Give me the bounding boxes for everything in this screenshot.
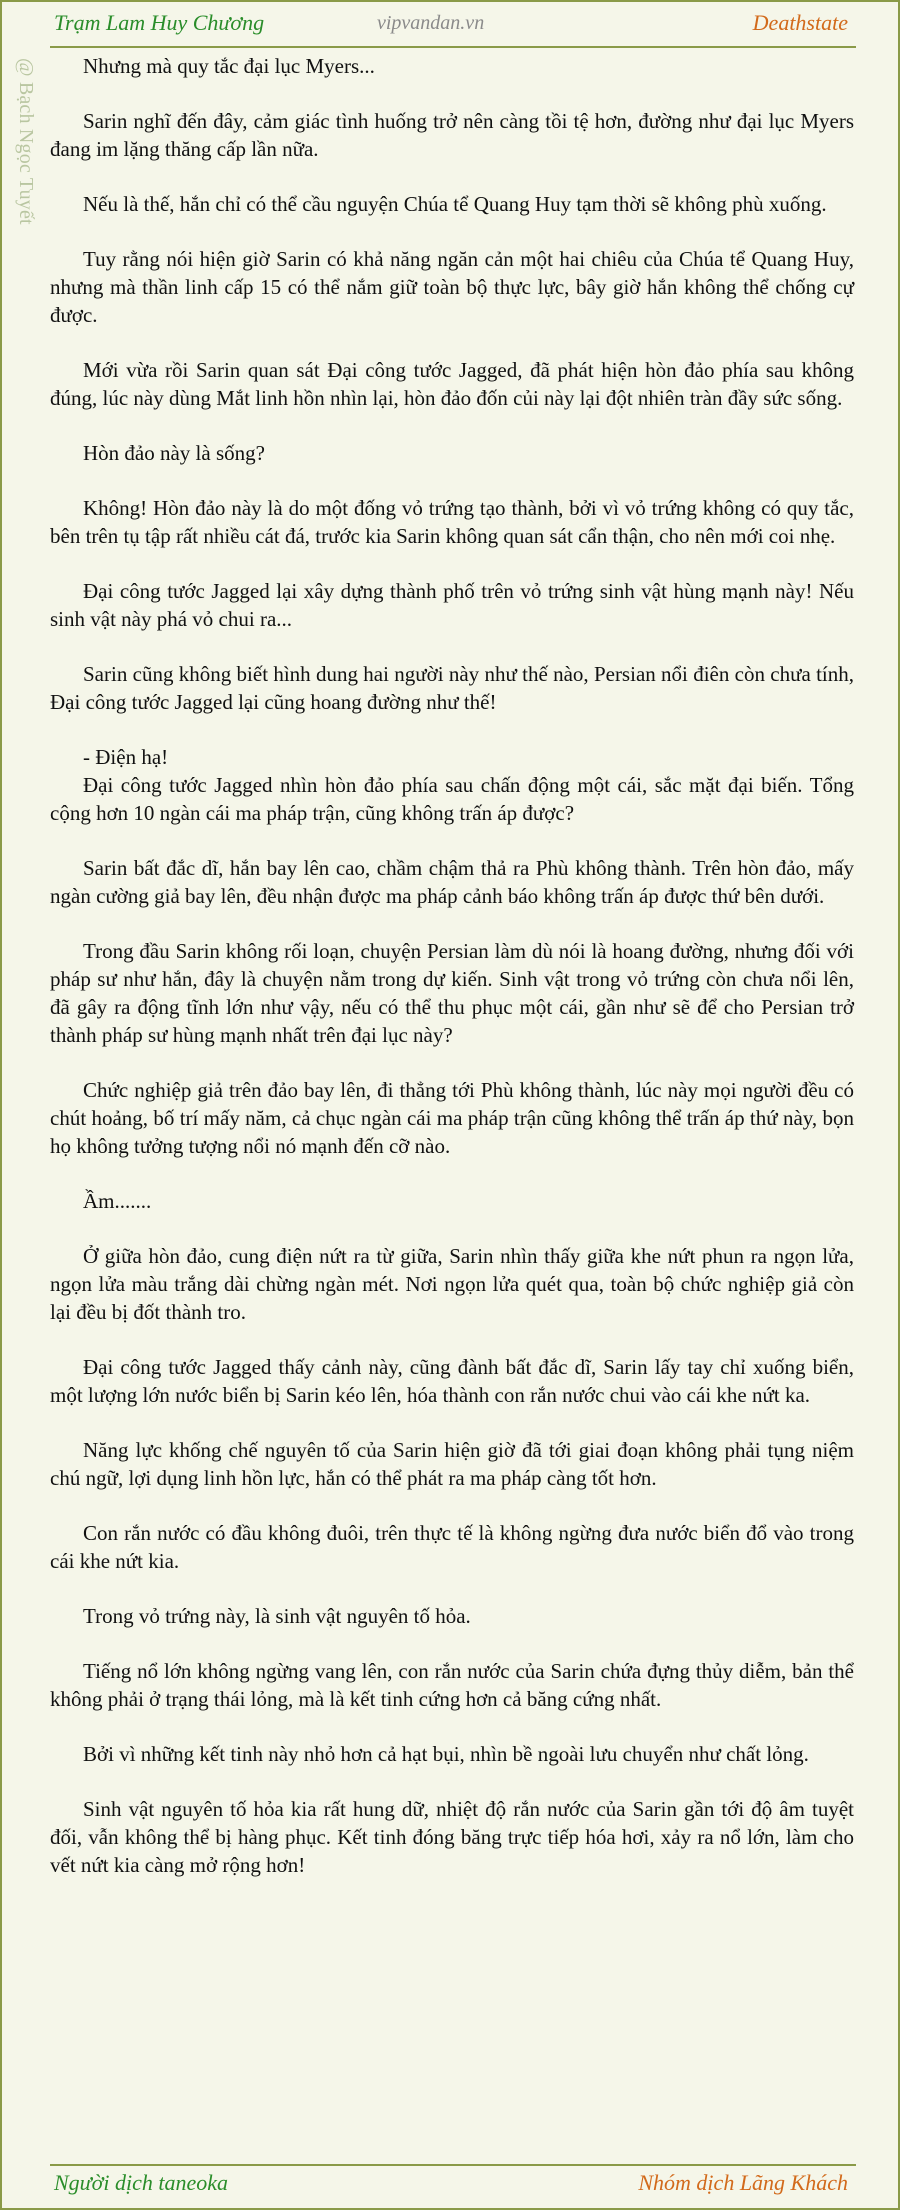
- story-paragraph: Ầm.......: [83, 1189, 152, 1213]
- site-title: Trạm Lam Huy Chương: [54, 10, 265, 35]
- story-paragraph: Hòn đảo này là sống?: [83, 441, 265, 465]
- side-watermark-text: @ Bạch Ngọc Tuyết: [15, 58, 37, 225]
- story-paragraph: Trong đầu Sarin không rối loạn, chuyện Persian làm dù nói là hoang đường, nhưng đối với pháp sư như hắn, đây là chuyện nằm trong dự kiến. Sinh vật trong vỏ trứng còn chưa nổi lên, đã gây ra động tĩnh lớn như vậy, nếu có thể thu phục một cái, gần như sẽ để cho Persian trở thành pháp sư hùng mạnh nhất trên đại lục này?: [50, 939, 854, 1047]
- footer-divider: [50, 2164, 856, 2166]
- story-content: [50, 52, 854, 1906]
- story-paragraph: Đại công tước Jagged thấy cảnh này, cũng đành bất đắc dĩ, Sarin lấy tay chỉ xuống biển, một lượng lớn nước biển bị Sarin kéo lên, hóa thành con rắn nước chui vào cái khe nứt ka.: [50, 1355, 854, 1407]
- story-paragraph: Nhưng mà quy tắc đại lục Myers...: [83, 54, 375, 78]
- story-paragraph: Ở giữa hòn đảo, cung điện nứt ra từ giữa, Sarin nhìn thấy giữa khe nứt phun ra ngọn lửa, ngọn lửa màu trắng dài chừng ngàn mét. Nơi ngọn lửa quét qua, toàn bộ chức nghiệp giả còn lại đều bị đốt thành tro.: [50, 1244, 854, 1324]
- story-paragraph: Đại công tước Jagged lại xây dựng thành phố trên vỏ trứng sinh vật hùng mạnh này! Nếu sinh vật này phá vỏ chui ra...: [50, 579, 854, 631]
- story-paragraph: Trong vỏ trứng này, là sinh vật nguyên tố hỏa.: [83, 1604, 471, 1628]
- story-paragraph: Đại công tước Jagged nhìn hòn đảo phía sau chấn động một cái, sắc mặt đại biến. Tổng cộng hơn 10 ngàn cái ma pháp trận, cũng không trấn áp được?: [50, 773, 854, 825]
- header-divider: [50, 46, 856, 48]
- story-paragraph: Sarin nghĩ đến đây, cảm giác tình huống trở nên càng tồi tệ hơn, đường như đại lục Myers đang im lặng thăng cấp lần nữa.: [50, 109, 854, 161]
- dialogue-line: - Điện hạ!: [83, 745, 169, 769]
- uploader-name: Deathstate: [752, 10, 848, 35]
- story-paragraph: Con rắn nước có đầu không đuôi, trên thực tế là không ngừng đưa nước biển đổ vào trong cái khe nứt kia.: [50, 1521, 854, 1573]
- story-paragraph: Không! Hòn đảo này là do một đống vỏ trứng tạo thành, bởi vì vỏ trứng không có quy tắc, bên trên tụ tập rất nhiều cát đá, trước kia Sarin không quan sát cẩn thận, cho nên mới coi nhẹ.: [50, 496, 854, 548]
- story-paragraph: Chức nghiệp giả trên đảo bay lên, đi thẳng tới Phù không thành, lúc này mọi người đều có chút hoảng, bố trí mấy năm, cả chục ngàn cái ma pháp trận cũng không thể trấn áp thứ này, bọn họ không tưởng tượng nổi nó mạnh đến cỡ nào.: [50, 1078, 854, 1158]
- story-paragraph: Năng lực khống chế nguyên tố của Sarin hiện giờ đã tới giai đoạn không phải tụng niệm chú ngữ, lợi dụng linh hồn lực, hắn có thể phát ra ma pháp càng tốt hơn.: [50, 1438, 854, 1490]
- story-paragraph: Tiếng nổ lớn không ngừng vang lên, con rắn nước của Sarin chứa đựng thủy diễm, bản thể không phải ở trạng thái lỏng, mà là kết tinh cứng hơn cả băng cứng nhất.: [50, 1659, 854, 1711]
- story-paragraph: Sarin cũng không biết hình dung hai người này như thế nào, Persian nổi điên còn chưa tính, Đại công tước Jagged lại cũng hoang đường như thế!: [50, 662, 854, 714]
- translator-credit: Người dịch taneoka: [54, 2170, 229, 2195]
- site-domain: vipvandan.vn: [377, 12, 485, 34]
- side-watermark: [12, 58, 42, 278]
- page-header: [2, 2, 898, 46]
- translation-group: Nhóm dịch Lãng Khách: [638, 2170, 848, 2195]
- story-paragraph: Mới vừa rồi Sarin quan sát Đại công tước Jagged, đã phát hiện hòn đảo phía sau không đúng, lúc này dùng Mắt linh hồn nhìn lại, hòn đảo đốn củi này lại đột nhiên tràn đầy sức sống.: [50, 358, 854, 410]
- story-paragraph: Sarin bất đắc dĩ, hắn bay lên cao, chầm chậm thả ra Phù không thành. Trên hòn đảo, mấy ngàn cường giả bay lên, đều nhận được ma pháp cảnh báo không trấn áp được thứ bên dưới.: [50, 856, 854, 908]
- story-paragraph: Sinh vật nguyên tố hỏa kia rất hung dữ, nhiệt độ rắn nước của Sarin gần tới độ âm tuyệt đối, vẫn không thể bị hàng phục. Kết tinh đóng băng trực tiếp hóa hơi, xảy ra nổ lớn, làm cho vết nứt kia càng mở rộng hơn!: [50, 1797, 854, 1877]
- story-paragraph: Bởi vì những kết tinh này nhỏ hơn cả hạt bụi, nhìn bề ngoài lưu chuyển như chất lỏng.: [83, 1742, 809, 1766]
- story-paragraph: Nếu là thế, hắn chỉ có thể cầu nguyện Chúa tể Quang Huy tạm thời sẽ không phù xuống.: [83, 192, 827, 216]
- story-paragraph: Tuy rằng nói hiện giờ Sarin có khả năng ngăn cản một hai chiêu của Chúa tể Quang Huy, nhưng mà thần linh cấp 15 có thể nắm giữ toàn bộ thực lực, bây giờ hắn không thể chống cự được.: [50, 247, 854, 327]
